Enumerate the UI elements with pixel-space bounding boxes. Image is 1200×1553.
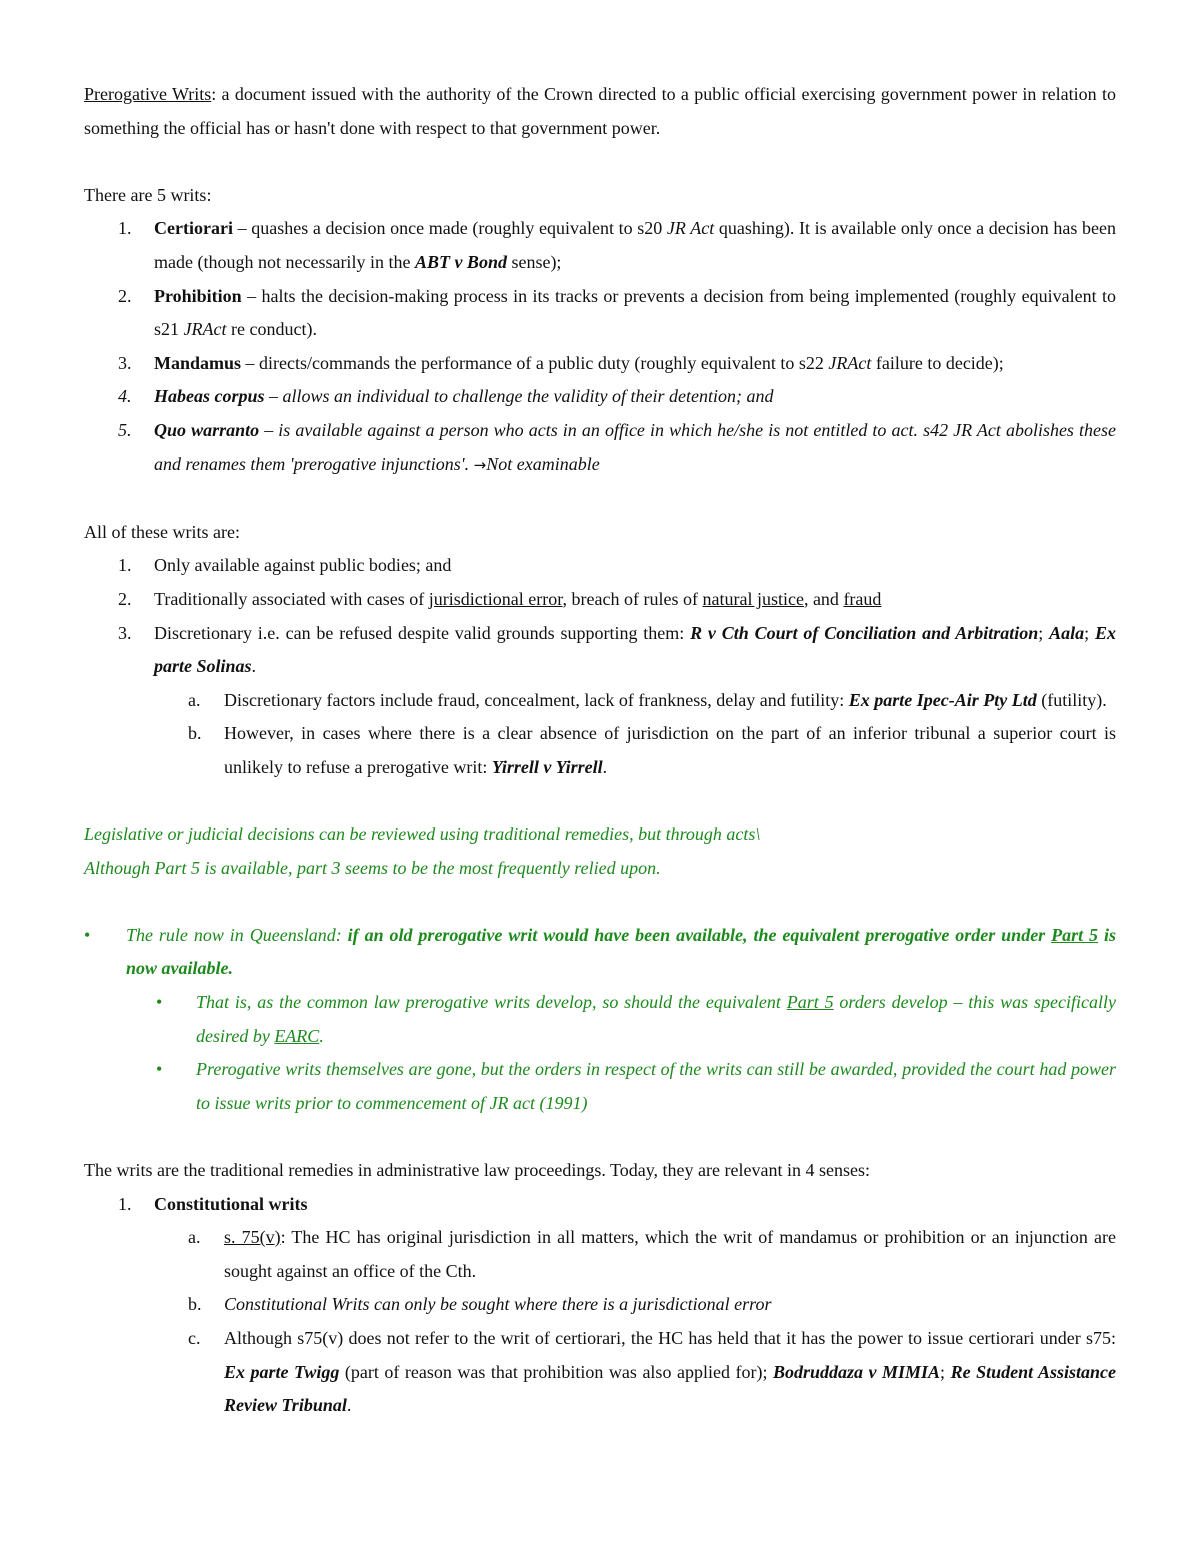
rule-list — [84, 919, 1116, 1121]
term-prerogative-writs: Prerogative Writs — [84, 84, 212, 104]
remedy-subitem-b: b. Constitutional Writs can only be sought where there is a jurisdictional error — [188, 1294, 772, 1315]
writs-heading: There are 5 writs: — [84, 184, 212, 205]
writ-mandamus: 3. Mandamus – directs/commands the performance of a public duty (roughly equivalent to s22 JRAct failure to decide); — [118, 352, 1004, 373]
arrow-right-icon: → — [473, 455, 487, 474]
bullet-icon: • — [156, 1059, 163, 1080]
writ-quo-warranto: 5. Quo warranto – is available against a person who acts in an office in which he/she is not entitled to act. s42 JR Act abolishes these and renames them 'prerogative injunctions'. →Not examinable — [118, 419, 1116, 474]
remedy-subitem-a: a. s. 75(v): The HC has original jurisdiction in all matters, which the writ of mandamus or prohibition or an injunction are sought against an office of the Cth. — [188, 1227, 1116, 1281]
remedy-item-1: 1. Constitutional writs — [118, 1193, 308, 1214]
rule-sub-bullet-1: • That is, as the common law prerogative writs develop, so should the equivalent Part 5 orders develop – this was specifically desired by EARC. — [84, 986, 1116, 1053]
writ-certiorari: 1. Certiorari – quashes a decision once made (roughly equivalent to s20 JR Act quashing). It is available only once a decision has been made (though not necessarily in the ABT v Bond sense); — [118, 218, 1116, 272]
writ-habeas-corpus: 4. Habeas corpus – allows an individual to challenge the validity of their detention; and — [118, 386, 774, 407]
remedies-heading: The writs are the traditional remedies in administrative law proceedings. Today, they are relevant in 4 senses: — [84, 1160, 870, 1180]
document-page — [84, 78, 1116, 1423]
writs-list — [84, 212, 1116, 482]
remedy-subitem-c: c. Although s75(v) does not refer to the writ of certiorari, the HC has held that it has the power to issue certiorari under s75: Ex parte Twigg (part of reason was that prohibition was also applied for); Bodruddaza v MIMIA; Re Student Assistance Review Tribunal. — [188, 1327, 1116, 1416]
intro-paragraph — [84, 78, 1116, 145]
case-abt-v-bond: ABT v Bond — [414, 251, 507, 272]
features-heading: All of these writs are: — [84, 521, 240, 542]
rule-sub-bullet-2: • Prerogative writs themselves are gone, but the orders in respect of the writs can still be awarded, provided the court had power to issue writs prior to commencement of JR act (1991) — [84, 1053, 1116, 1120]
rule-bullet: • The rule now in Queensland: if an old prerogative writ would have been available, the equivalent prerogative order under Part 5 is now available. — [84, 919, 1116, 986]
note-line-2: Although Part 5 is available, part 3 seems to be the most frequently relied upon. — [84, 857, 661, 878]
feature-item-3: 3. Discretionary i.e. can be refused despite valid grounds supporting them: R v Cth Court of Conciliation and Arbitration; Aala; Ex parte Solinas. — [118, 622, 1116, 677]
features-list — [84, 549, 1116, 784]
intro-definition: : a document issued with the authority of the Crown directed to a public official exercising government power in relation to something the official has or hasn't done with respect to that government power. — [84, 84, 1116, 138]
writ-prohibition: 2. Prohibition – halts the decision-making process in its tracks or prevents a decision from being implemented (roughly equivalent to s21 JRAct re conduct). — [118, 285, 1116, 340]
bullet-icon: • — [156, 992, 163, 1013]
remedies-list — [84, 1188, 1116, 1423]
feature-item-2: 2. Traditionally associated with cases of jurisdictional error, breach of rules of natural justice, and fraud — [118, 588, 882, 609]
note-line-1: Legislative or judicial decisions can be reviewed using traditional remedies, but through acts\ — [84, 824, 761, 845]
feature-item-1: 1. Only available against public bodies; and — [118, 555, 452, 576]
feature-subitem-a: a. Discretionary factors include fraud, concealment, lack of frankness, delay and futility: Ex parte Ipec-Air Pty Ltd (futility). — [188, 689, 1107, 710]
feature-subitem-b: b. However, in cases where there is a clear absence of jurisdiction on the part of an inferior tribunal a superior court is unlikely to refuse a prerogative writ: Yirrell v Yirrell. — [188, 723, 1116, 777]
bullet-icon: • — [84, 924, 91, 945]
